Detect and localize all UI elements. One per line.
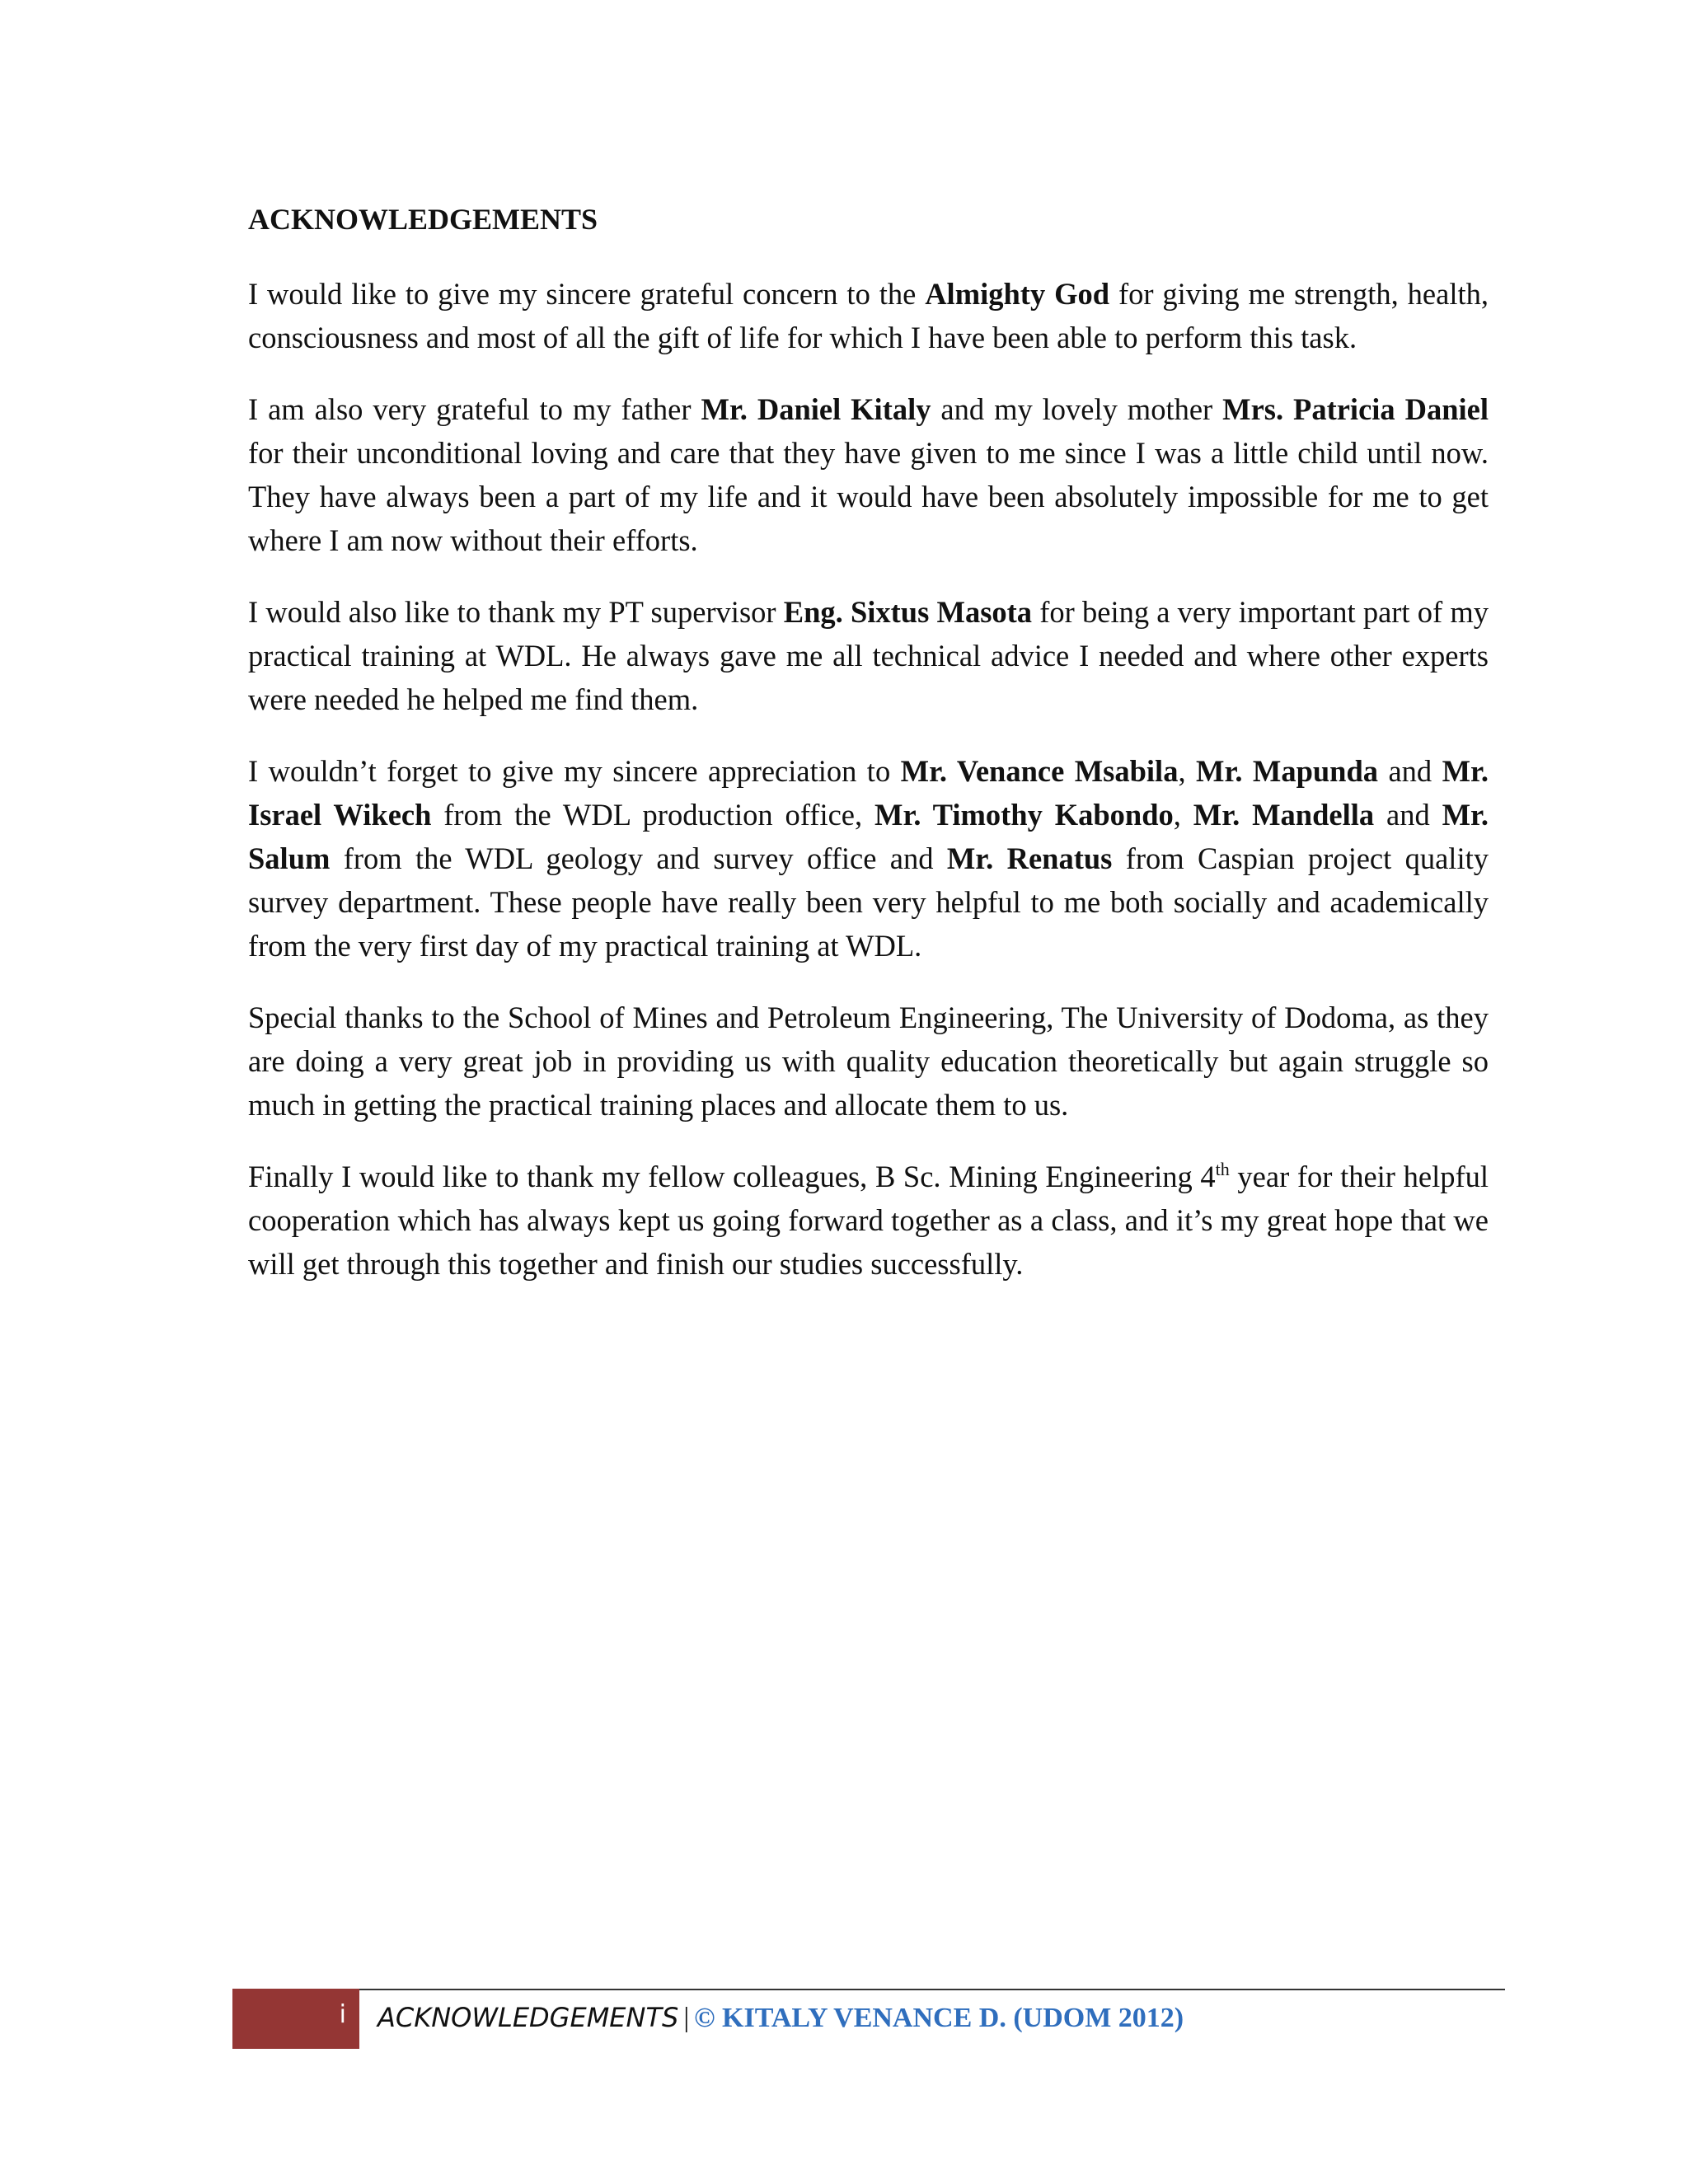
paragraph-god — [248, 272, 1489, 359]
text-run: I wouldn’t forget to give my sincere appreciation to — [248, 754, 901, 788]
text-run: from Caspian project quality survey department. These people have really been very helpful to me both socially and academically from the very first day of my practical training at WDL. — [248, 841, 1489, 963]
text-run: for their unconditional loving and care that they have given to me since I was a little child until now. They have always been a part of my life and it would have been absolutely impossible for me to get where I am now without their efforts. — [248, 436, 1489, 557]
bold-run: Mr. Mandella — [1193, 798, 1375, 832]
paragraph-staff — [248, 749, 1489, 968]
text-run: Special thanks to the School of Mines and Petroleum Engineering, The University of Dodoma, as they are doing a very great job in providing us with quality education theoretically but again struggle so much in getting the practical training places and allocate them to us. — [248, 1001, 1489, 1122]
text-run: and — [1378, 754, 1442, 788]
bold-run: Mr. Renatus — [946, 841, 1113, 875]
bold-run: Mr. Daniel Kitaly — [701, 392, 931, 426]
text-run: from the WDL geology and survey office and — [330, 841, 947, 875]
paragraph-colleagues — [248, 1155, 1489, 1286]
superscript: th — [1215, 1159, 1230, 1179]
text-run: Finally I would like to thank my fellow colleagues, B Sc. Mining Engineering 4 — [248, 1160, 1216, 1193]
text-run: I would also like to thank my PT supervisor — [248, 595, 784, 629]
bold-run: Mr. Israel Wikech — [248, 754, 1489, 832]
bold-run: Eng. Sixtus Masota — [783, 595, 1033, 629]
text-run: , — [1173, 798, 1193, 832]
bold-run: Mr. Mapunda — [1196, 754, 1379, 788]
page-body — [248, 194, 1489, 1314]
footer-separator: | — [683, 2003, 690, 2033]
text-run: year for their helpful cooperation which has always kept us going forward together as a class, and it’s my great hope that we will get through this together and finish our studies successfully. — [248, 1160, 1489, 1281]
text-run: I would like to give my sincere grateful concern to the — [248, 277, 926, 311]
paragraph-school — [248, 996, 1489, 1127]
text-run: and — [1374, 798, 1442, 832]
footer-copyright: © KITALY VENANCE D. (UDOM 2012) — [694, 2003, 1184, 2033]
paragraph-parents — [248, 387, 1489, 562]
footer — [377, 1994, 1184, 2041]
page-number: i — [339, 2000, 346, 2029]
bold-run: Mr. Salum — [248, 798, 1489, 875]
text-run: for being a very important part of my practical training at WDL. He always gave me all technical advice I needed and where other experts were needed he helped me find them. — [248, 595, 1489, 716]
text-run: from the WDL production office, — [431, 798, 875, 832]
paragraph-supervisor — [248, 590, 1489, 721]
bold-run: Mr. Venance Msabila — [900, 754, 1179, 788]
bold-run: Mr. Timothy Kabondo — [874, 798, 1174, 832]
page-heading: ACKNOWLEDGEMENTS — [248, 203, 598, 236]
footer-page-number-box — [232, 1989, 359, 2049]
text-run: for giving me strength, health, consciousness and most of all the gift of life for which I have been able to perform this task. — [248, 277, 1489, 354]
text-run: and my lovely mother — [931, 392, 1223, 426]
bold-run: Mrs. Patricia Daniel — [1222, 392, 1489, 426]
footer-section-title: ACKNOWLEDGEMENTS — [377, 2002, 679, 2033]
text-run: , — [1178, 754, 1197, 788]
footer-divider — [359, 1989, 1505, 1990]
text-run: I am also very grateful to my father — [248, 392, 701, 426]
bold-run: Almighty God — [925, 277, 1110, 311]
